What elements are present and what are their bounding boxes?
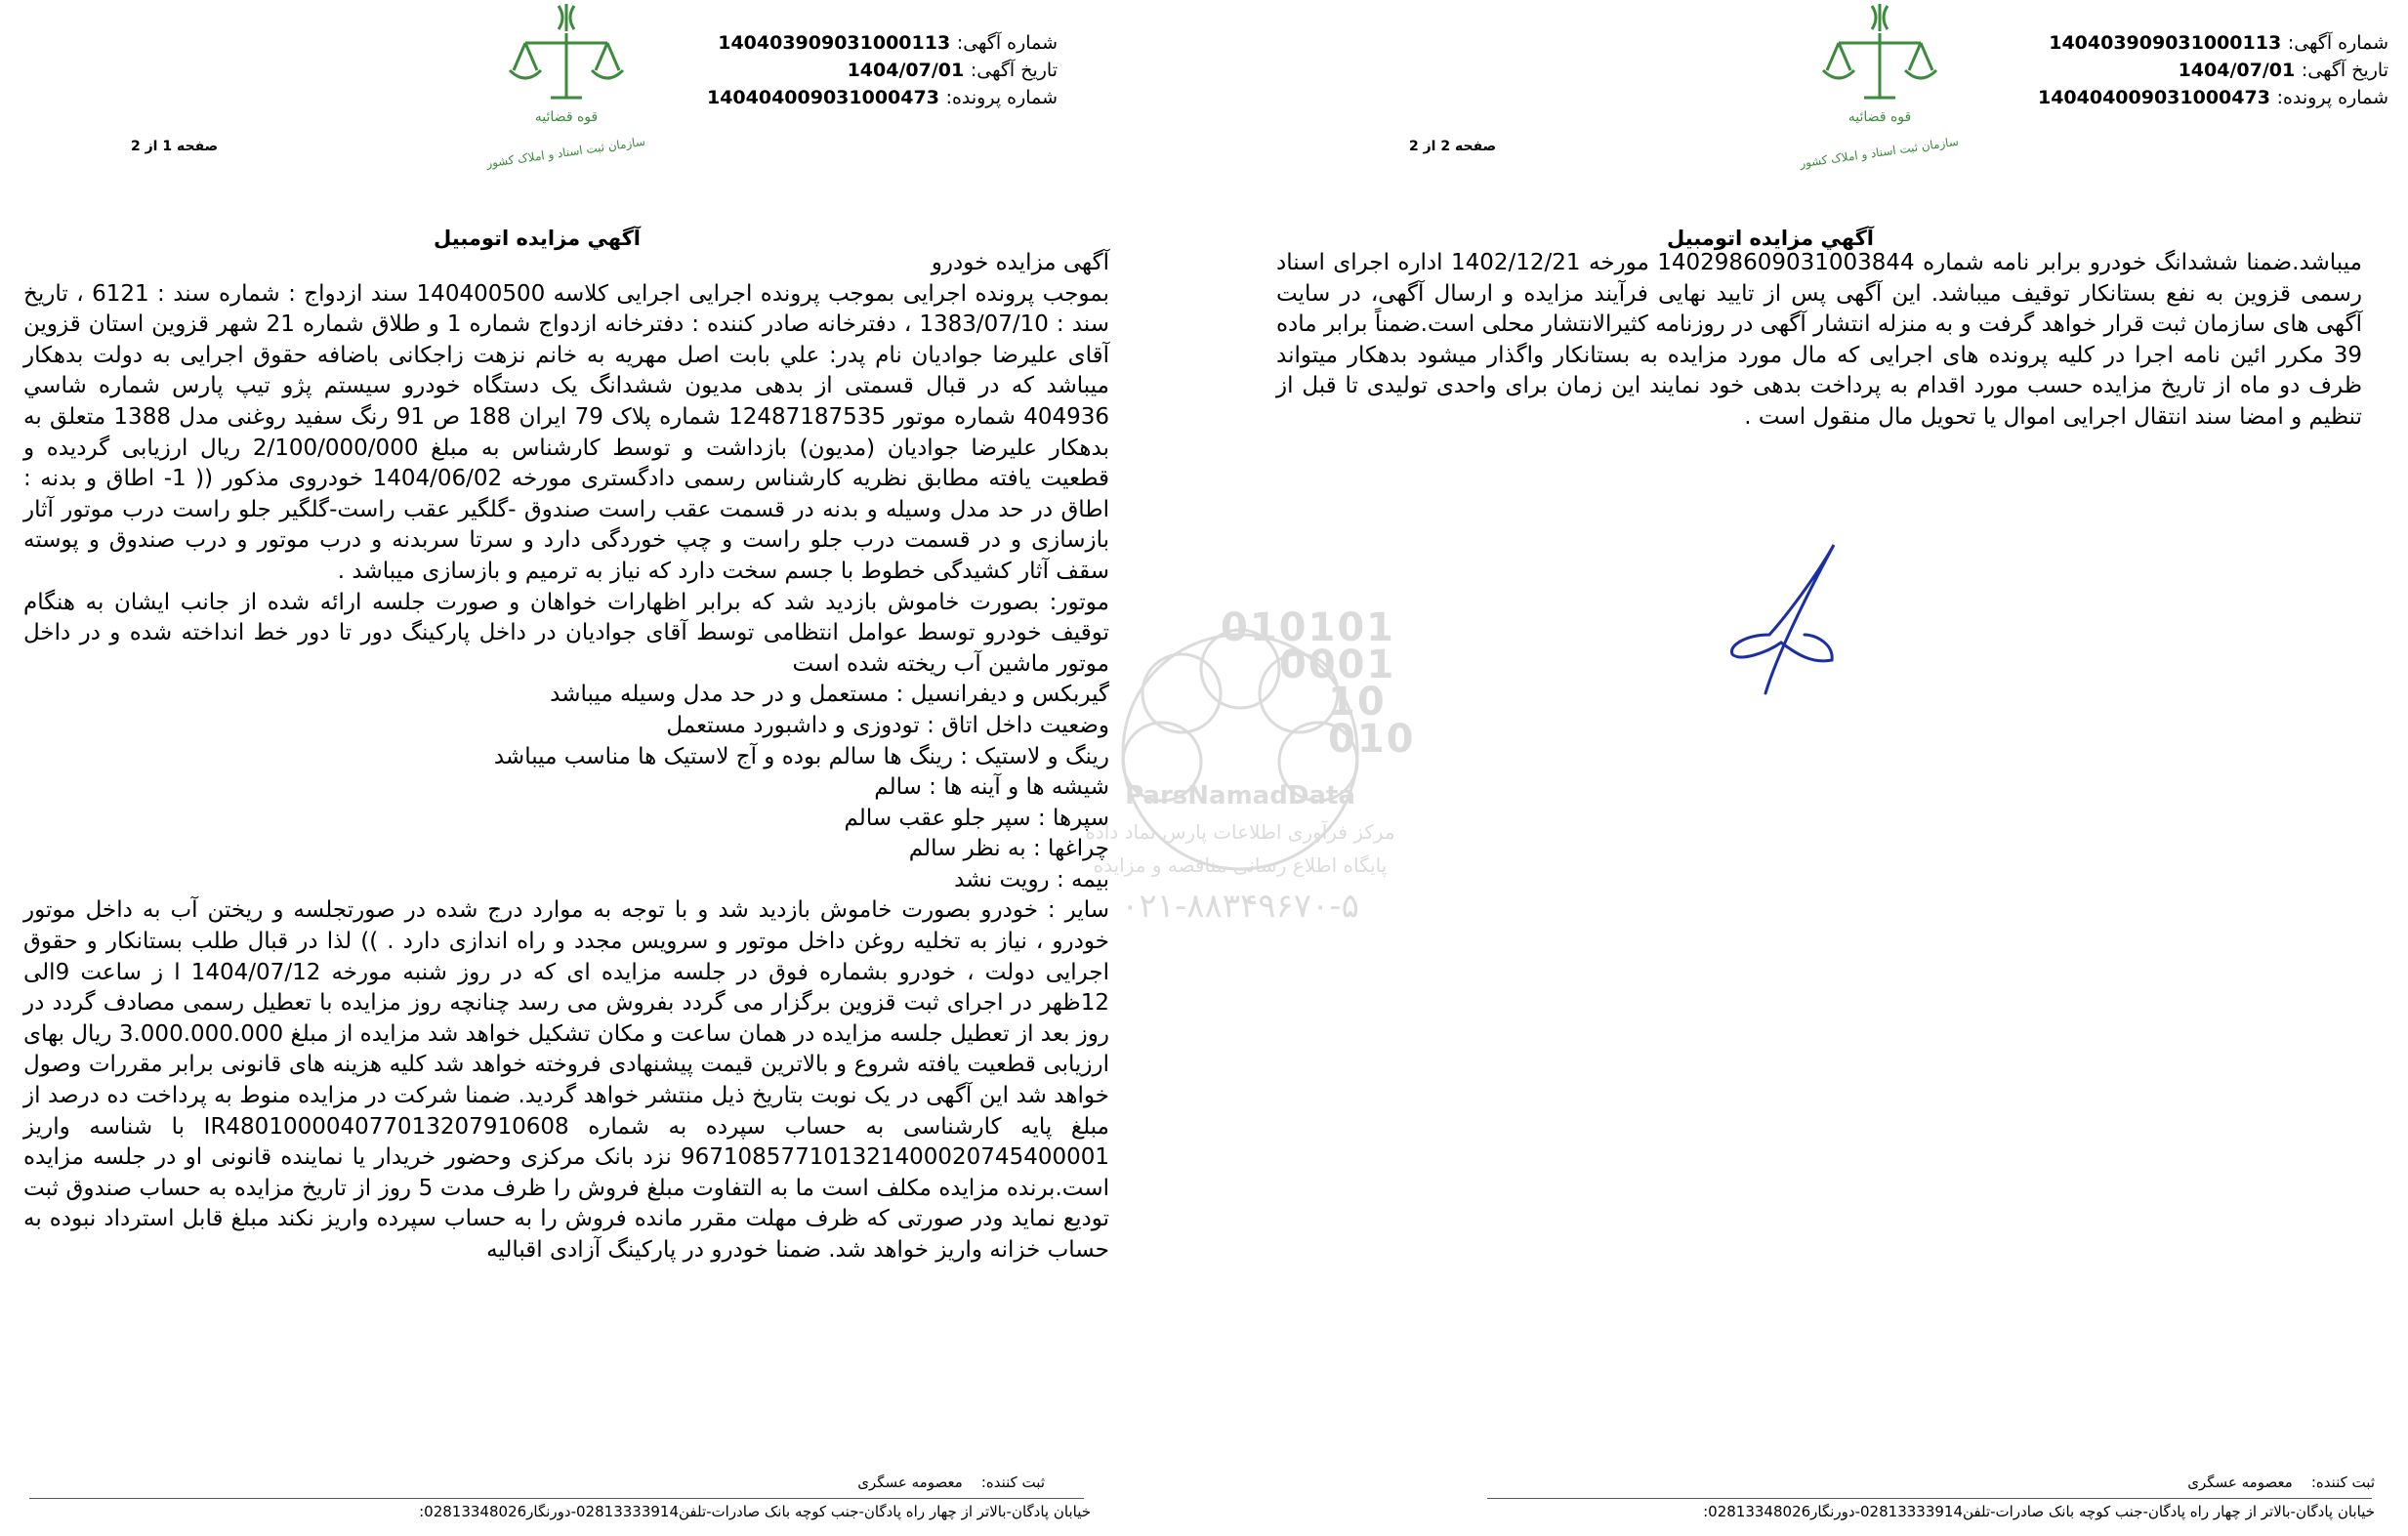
- page-2: [1204, 0, 2408, 1536]
- ad-number: شماره آگهی: 140403909031000113: [2049, 32, 2388, 54]
- case-number: شماره پرونده: 140404009031000473: [2037, 87, 2388, 108]
- paragraph: چراغها : به نظر سالم: [908, 836, 1109, 862]
- page-number: صفحه 2 از 2: [1409, 139, 1497, 154]
- paragraph: وضعیت داخل اتاق : تودوزی و داشبورد مستعمل: [666, 712, 1109, 738]
- paragraph: سایر : خودرو بصورت خاموش بازدید شد و با توجه به موارد درج شده در صورتجلسه و ریختن آب به داخل موتور خودرو ، نیاز به تخلیه روغن داخل موتور و سرویس مجدد و راه اندازی دارد . )) لذا در قبال طلب بستانکار و حقوق اجرایی دولت ، خودرو بشماره فوق در جلسه مزایده ای که در روز شنبه مورخه 1404/07/12 ا ز ساعت 9الی 12ظهر در اجرای ثبت قزوین برگزار می گردد بفروش می رسد چنانچه روز مزایده با تعطیل رسمی مصادف گردد در روز بعد از تعطیل جلسه مزایده در همان ساعت و مکان تشکیل خواهد شد مزایده از مبلغ 3.000.000.000 ریال بهای ارزیابی قطعیت یافته شروع و بالاترین قیمت پیشنهادی فروخته خواهد شد کلیه هزینه های قانونی برابر مقررات وصول خواهد شد این آگهی در یک نوبت بتاریخ ذیل منتشر خواهد گردید. ضمنا شرکت در مزایده منوط به پرداخت ده درصد از مبلغ پایه کارشناسی به حساب سپرده به شماره IR480100004077013207910608 با شناسه واریز 967108577101321400020745400001 نزد بانک مرکزی وحضور خریدار یا نماینده قانونی او در جلسه مزایده است.برنده مزایده مکلف است ما به التفاوت مبلغ فروش را ظرف مدت 5 روز از تاریخ مزایده به حساب صندوق ثبت تودیع نماید ودر صورتی که ظرف مهلت مقرر مانده فروش را به حساب سپرده واریز نکند مبلغ قابل استرداد نبوده به حساب خزانه واریز خواهد شد. ضمنا خودرو در پارکینگ آزادی اقبالیه: [22, 897, 1110, 1263]
- watermark-digits-3: 10: [1328, 680, 1387, 725]
- watermark-brand: ParsNamadData: [1125, 781, 1355, 810]
- registrar: ثبت کننده: معصومه عسگری: [2187, 1474, 2375, 1491]
- judiciary-text: قوه قضائیه: [534, 109, 599, 125]
- judiciary-text: قوه قضائیه: [1848, 109, 1912, 125]
- watermark-digits-4: 010: [1328, 717, 1416, 762]
- ad-date: تاریخ آگهی: 1404/07/01: [847, 60, 1058, 81]
- paragraph: رینگ و لاستیک : رینگ ها سالم بوده و آج لاستیک ها مناسب میباشد: [493, 743, 1109, 769]
- watermark-digits-2: 0001: [1279, 643, 1396, 687]
- judiciary-emblem: [469, 0, 664, 176]
- page-title: آگهي مزايده اتومبيل: [434, 227, 641, 250]
- footer-address: خیابان پادگان-بالاتر از چهار راه پادگان-جنب کوچه بانک صادرات-تلفن02813333914-دورنگار02813348026:: [1703, 1503, 2375, 1520]
- emblem-caption: سازمان ثبت اسناد و املاک کشور: [1799, 134, 1960, 171]
- footer-divider: [29, 1498, 1084, 1499]
- scales-of-justice-icon: [469, 0, 664, 176]
- watermark-phone: ۰۲۱-۸۸۳۴۹۶۷۰-۵: [1121, 887, 1359, 926]
- paragraph: گیربکس و دیفرانسیل : مستعمل و در حد مدل وسیله میباشد: [550, 682, 1109, 708]
- notice-body: [23, 248, 1109, 1266]
- page-number: صفحه 1 از 2: [131, 139, 219, 154]
- paragraph: بموجب پرونده اجرایی بموجب پرونده اجرایی اجرایی کلاسه 140400500 سند ازدواج : شماره سند : 6121 ، تاریخ سند : 1383/07/10 ، دفترخانه صادر کننده : دفترخانه ازدواج شماره 1 و طلاق شماره 21 شهر قزوین استان قزوین آقای علیرضا جوادیان نام پدر: علي بابت اصل مهریه به خانم نزهت زاجکانی باضافه حقوق اجرایی به دولت بدهکار میباشد که در قبال قسمتی از بدهی مدیون ششدانگ یک دستگاه خودرو سیستم پژو تیپ پارس شماره شاسي 404936 شماره موتور 12487187535 شماره پلاک 79 ایران 188 ص 91 رنگ سفید روغنی مدل 1388 متعلق به بدهکار علیرضا جوادیان (مدیون) بازداشت و توسط کارشناس به مبلغ 2/100/000/000 ریال ارزیابی گردیده و قطعیت یافته مطابق نظریه کارشناس رسمی دادگستری مورخه 1404/06/02 خودروی مذکور (( 1- اطاق و بدنه : اطاق در حد مدل وسیله و بدنه در قسمت عقب راست صندوق -گلگیر عقب راست-گلگیر جلو راست درب موتور آثار بازسازی و در قسمت درب جلو راست و چپ خوردگی دارد و سرتا سربدنه و درب موتور و درب صندوق و پوسته سقف آثار کشیدگی خطوط با جسم سخت دارد که نیاز به ترمیم و بازسازی میباشد .: [23, 280, 1110, 584]
- judiciary-emblem: [1782, 0, 1977, 176]
- paragraph: بیمه : رویت نشد: [954, 866, 1109, 893]
- emblem-caption: سازمان ثبت اسناد و املاک کشور: [485, 134, 646, 171]
- signature: [1719, 537, 1855, 703]
- notice-body: [1276, 248, 2362, 434]
- paragraph: میباشد.ضمنا ششدانگ خودرو برابر نامه شماره 140298609031003844 مورخه 1402/12/21 اداره اجرای اسناد رسمی قزوین به نفع بستانکار توقیف میباشد. این آگهی پس از تایید نهایی فرآیند مزایده و ارسال آگهی، در سایت آگهی های سازمان ثبت قرار خواهد گرفت و به منزله انتشار آگهی در روزنامه کثیرالانتشار محلی است.ضمناً برابر ماده 39 مکرر ائین نامه اجرا در کلیه پرونده های اجرایی که مال مورد مزایده به بستانکار واگذار میشود بدهکار میتواند ظرف دو ماه از تاریخ مزایده حسب مورد اقدام به پرداخت بدهی خود نمایند این زمان برای واحدی تولیدی تا قبل از تنظیم و امضا سند انتقال اجرایی اموال یا تحویل مال منقول است .: [1276, 250, 2362, 430]
- ad-number: شماره آگهی: 140403909031000113: [718, 32, 1058, 54]
- paragraph: شیشه ها و آینه ها : سالم: [874, 774, 1109, 801]
- ad-date: تاریخ آگهی: 1404/07/01: [2178, 60, 2388, 81]
- footer-divider: [1487, 1498, 2372, 1499]
- watermark-subtitle: مرکز فرآوری اطلاعات پارس نماد داده: [1085, 820, 1395, 844]
- paragraph: آگهی مزایده خودرو: [931, 250, 1109, 275]
- watermark-tagline: پایگاه اطلاع رسانی مناقصه و مزایده: [1093, 853, 1388, 877]
- paragraph: موتور: بصورت خاموش بازدید شد که برابر اظهارات خواهان و صورت جلسه ارائه شده از جانب ایشان به هنگام توقیف خودرو توسط عوامل انتظامی توسط آقای جوادیان در داخل پارکینگ دور تا دور خط انداخته شده و در داخل موتور ماشین آب ریخته شده است: [23, 589, 1109, 677]
- page-title: آگهي مزايده اتومبيل: [1667, 227, 1874, 250]
- registrar: ثبت کننده: معصومه عسگری: [857, 1474, 1045, 1491]
- scales-of-justice-icon: [1782, 0, 1977, 176]
- paragraph: سپرها : سپر جلو عقب سالم: [844, 805, 1109, 831]
- watermark-digits-1: 010101: [1221, 605, 1395, 650]
- footer-address: خیابان پادگان-بالاتر از چهار راه پادگان-جنب کوچه بانک صادرات-تلفن02813333914-دورنگار02813348026:: [419, 1503, 1091, 1520]
- case-number: شماره پرونده: 140404009031000473: [706, 87, 1058, 108]
